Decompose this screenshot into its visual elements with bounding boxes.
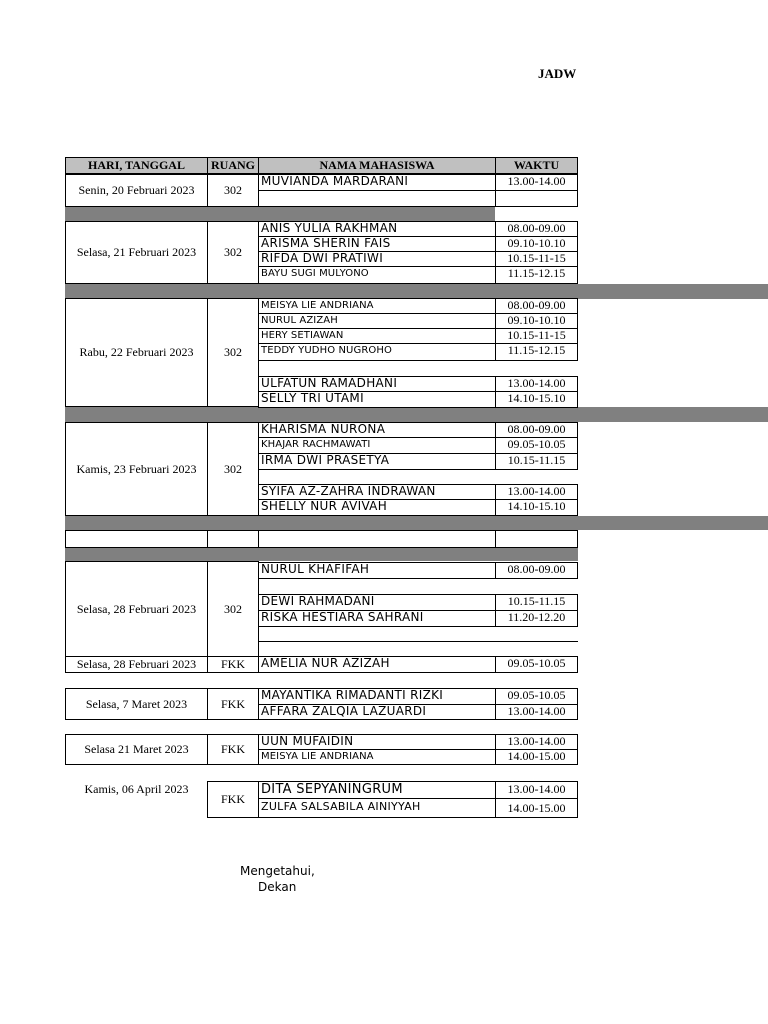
- cell-ruang: 302: [207, 298, 259, 407]
- separator-band: [65, 547, 578, 561]
- cell-nama: SYIFA AZ-ZAHRA INDRAWAN: [258, 484, 496, 500]
- cell-hari: Selasa 21 Maret 2023: [65, 734, 208, 765]
- cell-waktu: 13.00-14.00: [495, 734, 578, 750]
- cell-nama: MEISYA LIE ANDRIANA: [258, 749, 496, 765]
- cell-nama: SHELLY NUR AVIVAH: [258, 499, 496, 516]
- cell-nama: UUN MUFAIDIN: [258, 734, 496, 750]
- page-title: JADW: [538, 66, 577, 81]
- cell-ruang: 302: [207, 174, 259, 207]
- cell-waktu: 09.05-10.05: [495, 656, 578, 673]
- cell-waktu: 11.15-12.15: [495, 266, 578, 284]
- cell-nama: RIFDA DWI PRATIWI: [258, 251, 496, 267]
- separator-band: [65, 206, 495, 221]
- cell-nama: ARISMA SHERIN FAIS: [258, 236, 496, 252]
- cell-waktu-empty: [495, 190, 578, 207]
- cell-waktu: 10.15-11.15: [495, 453, 578, 470]
- cell-waktu-empty: [495, 530, 578, 548]
- cell-nama: ULFATUN RAMADHANI: [258, 376, 496, 392]
- cell-ruang-empty: [207, 530, 259, 548]
- cell-waktu: 09.10-10.10: [495, 236, 578, 252]
- cell-waktu: 10.15-11.15: [495, 594, 578, 611]
- cell-nama: ANIS YULIA RAKHMAN: [258, 221, 496, 237]
- cell-waktu: 14.10-15.10: [495, 391, 578, 408]
- cell-hari: Selasa, 28 Februari 2023: [65, 656, 208, 673]
- cell-nama-empty: [258, 530, 496, 548]
- cell-waktu: 13.00-14.00: [495, 174, 578, 191]
- cell-waktu: 09.05-10.05: [495, 437, 578, 454]
- header-waktu: WAKTU: [495, 157, 578, 174]
- cell-nama: TEDDY YUDHO NUGROHO: [258, 343, 496, 361]
- cell-hari: Rabu, 22 Februari 2023: [65, 298, 208, 407]
- cell-waktu: 08.00-09.00: [495, 221, 578, 237]
- cell-waktu: 08.00-09.00: [495, 298, 578, 314]
- cell-nama: BAYU SUGI MULYONO: [258, 266, 496, 284]
- cell-waktu: 09.05-10.05: [495, 688, 578, 705]
- separator-band: [65, 407, 768, 422]
- cell-hari: Selasa, 21 Februari 2023: [65, 221, 208, 284]
- cell-hari: Senin, 20 Februari 2023: [65, 174, 208, 207]
- row-divider: [258, 360, 496, 361]
- cell-hari-empty: [65, 530, 208, 548]
- cell-nama: KHARISMA NURONA: [258, 422, 496, 438]
- cell-nama: MUVIANDA MARDARANI: [258, 174, 496, 191]
- cell-nama: NURUL KHAFIFAH: [258, 562, 496, 579]
- cell-waktu: 11.15-12.15: [495, 343, 578, 361]
- row-divider: [258, 641, 578, 642]
- cell-ruang: 302: [207, 221, 259, 284]
- cell-ruang: FKK: [207, 656, 259, 673]
- cell-nama: MEISYA LIE ANDRIANA: [258, 298, 496, 314]
- header-hari-tanggal: HARI, TANGGAL: [65, 157, 208, 174]
- cell-ruang: FKK: [207, 734, 259, 765]
- cell-nama: AFFARA ZALQIA LAZUARDI: [258, 704, 496, 720]
- cell-hari: Kamis, 06 April 2023: [84, 782, 189, 796]
- cell-ruang: 302: [207, 561, 259, 657]
- cell-waktu: 11.20-12.20: [495, 610, 578, 627]
- header-nama-mahasiswa: NAMA MAHASISWA: [258, 157, 496, 174]
- cell-waktu: 09.10-10.10: [495, 313, 578, 329]
- cell-hari: Selasa, 7 Maret 2023: [65, 688, 208, 720]
- cell-waktu: 13.00-14.00: [495, 781, 578, 799]
- cell-nama: HERY SETIAWAN: [258, 328, 496, 344]
- cell-waktu: 10.15-11-15: [495, 328, 578, 344]
- cell-nama: SELLY TRI UTAMI: [258, 391, 496, 408]
- footer-dekan: Dekan: [258, 880, 297, 894]
- separator-band: [65, 516, 768, 530]
- cell-nama-empty: [258, 190, 496, 207]
- cell-hari: Selasa, 28 Februari 2023: [65, 561, 208, 657]
- cell-waktu: 14.10-15.10: [495, 499, 578, 516]
- separator-band: [65, 284, 768, 299]
- cell-nama: AMELIA NUR AZIZAH: [258, 656, 496, 673]
- cell-nama: RISKA HESTIARA SAHRANI: [258, 610, 496, 627]
- cell-waktu: 14.00-15.00: [495, 749, 578, 765]
- header-ruang: RUANG: [207, 157, 259, 174]
- cell-nama: KHAJAR RACHMAWATI: [258, 437, 496, 454]
- cell-nama: NURUL AZIZAH: [258, 313, 496, 329]
- cell-waktu: 08.00-09.00: [495, 422, 578, 438]
- cell-waktu: 10.15-11-15: [495, 251, 578, 267]
- cell-nama: IRMA DWI PRASETYA: [258, 453, 496, 470]
- cell-waktu: 08.00-09.00: [495, 562, 578, 579]
- cell-ruang: FKK: [207, 781, 259, 818]
- cell-hari: Kamis, 23 Februari 2023: [65, 422, 208, 516]
- cell-ruang: 302: [207, 422, 259, 516]
- cell-waktu: 13.00-14.00: [495, 376, 578, 392]
- cell-nama: ZULFA SALSABILA AINIYYAH: [258, 798, 496, 818]
- cell-waktu: 14.00-15.00: [495, 798, 578, 818]
- cell-nama: MAYANTIKA RIMADANTI RIZKI: [258, 688, 496, 705]
- cell-waktu: 13.00-14.00: [495, 704, 578, 720]
- cell-nama: DEWI RAHMADANI: [258, 594, 496, 611]
- footer-mengetahui: Mengetahui,: [240, 864, 315, 878]
- cell-nama: DITA SEPYANINGRUM: [258, 781, 496, 799]
- cell-ruang: FKK: [207, 688, 259, 720]
- cell-waktu: 13.00-14.00: [495, 484, 578, 500]
